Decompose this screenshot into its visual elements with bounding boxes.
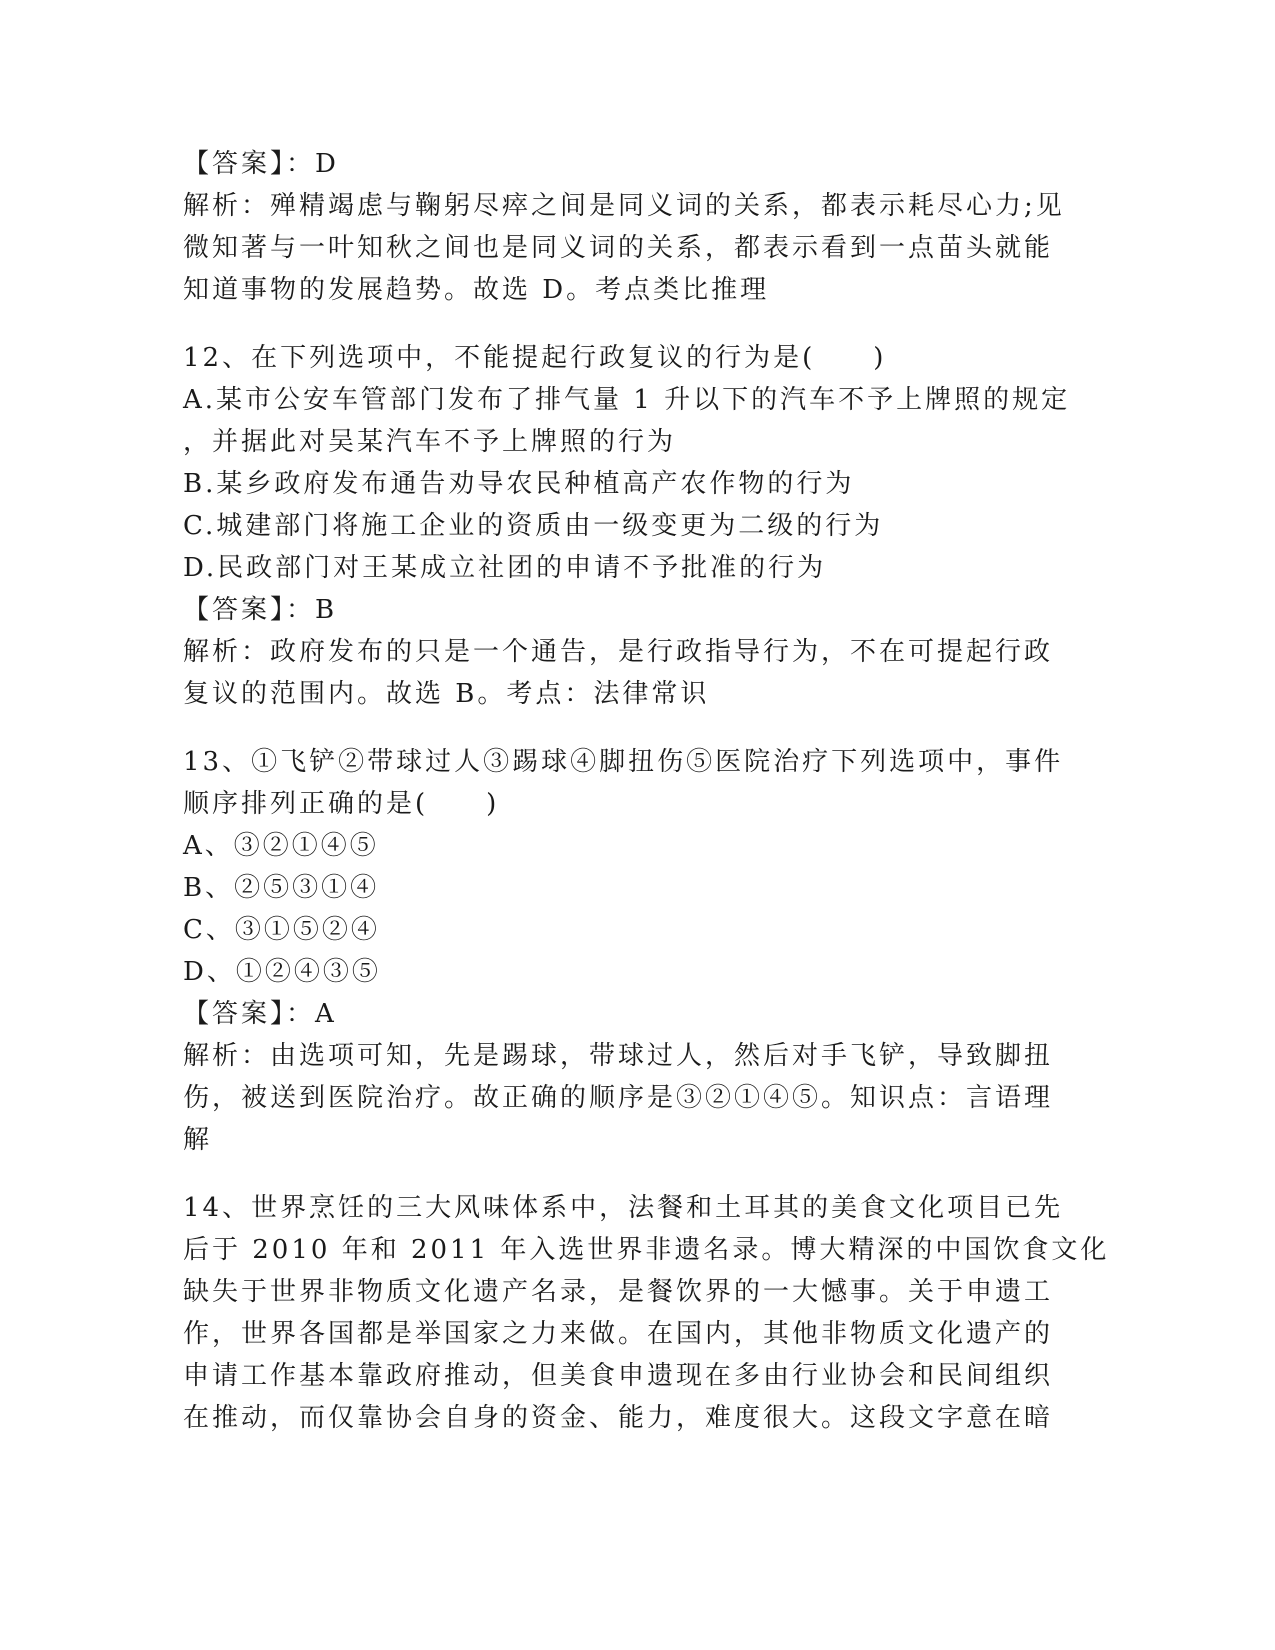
option-a-continuation: ，并据此对吴某汽车不予上牌照的行为	[183, 427, 677, 457]
option-b: B、②⑤③①④	[183, 873, 380, 903]
question-12-block	[183, 337, 1071, 715]
option-d: D、①②④③⑤	[183, 957, 381, 987]
option-c: C.城建部门将施工企业的资质由一级变更为二级的行为	[183, 511, 884, 541]
analysis-line: 伤，被送到医院治疗。故正确的顺序是③②①④⑤。知识点：言语理	[183, 1083, 1054, 1113]
analysis-line: 微知著与一叶知秋之间也是同义词的关系，都表示看到一点苗头就能	[183, 233, 1054, 263]
option-d: D.民政部门对王某成立社团的申请不予批准的行为	[183, 553, 827, 583]
analysis-line: 解析：殚精竭虑与鞠躬尽瘁之间是同义词的关系，都表示耗尽心力;见	[183, 191, 1065, 221]
paragraph-gap	[183, 311, 1063, 337]
answer-line: 【答案】：A	[183, 999, 337, 1029]
question-stem: 后于 2010 年和 2011 年入选世界非遗名录。博大精深的中国饮食文化	[183, 1235, 1110, 1265]
analysis-line: 复议的范围内。故选 B。考点：法律常识	[183, 679, 710, 709]
option-a: A、③②①④⑤	[183, 831, 379, 861]
option-c: C、③①⑤②④	[183, 915, 380, 945]
question-stem: 12、在下列选项中，不能提起行政复议的行为是( )	[183, 343, 887, 373]
question-stem: 13、①飞铲②带球过人③踢球④脚扭伤⑤医院治疗下列选项中，事件	[183, 747, 1064, 777]
question-stem: 顺序排列正确的是( )	[183, 789, 500, 819]
question-stem: 申请工作基本靠政府推动，但美食申遗现在多由行业协会和民间组织	[183, 1361, 1054, 1391]
answer-line: 【答案】：B	[183, 595, 338, 625]
option-b: B.某乡政府发布通告劝导农民种植高产农作物的行为	[183, 469, 855, 499]
question-stem: 作，世界各国都是举国家之力来做。在国内，其他非物质文化遗产的	[183, 1319, 1054, 1349]
question-13-block	[183, 741, 1063, 1161]
analysis-line: 解	[183, 1125, 213, 1155]
paragraph-gap	[183, 1161, 1063, 1187]
question-stem: 在推动，而仅靠协会自身的资金、能力，难度很大。这段文字意在暗	[183, 1403, 1054, 1433]
option-a: A.某市公安车管部门发布了排气量 1 升以下的汽车不予上牌照的规定	[183, 385, 1071, 415]
question-stem: 14、世界烹饪的三大风味体系中，法餐和土耳其的美食文化项目已先	[183, 1193, 1064, 1223]
analysis-line: 知道事物的发展趋势。故选 D。考点类比推理	[183, 275, 770, 305]
answer-line: 【答案】：D	[183, 149, 339, 179]
question-14-block	[183, 1187, 1110, 1439]
analysis-line: 解析：政府发布的只是一个通告，是行政指导行为，不在可提起行政	[183, 637, 1054, 667]
paragraph-gap	[183, 715, 1063, 741]
question-stem: 缺失于世界非物质文化遗产名录，是餐饮界的一大憾事。关于申遗工	[183, 1277, 1054, 1307]
page-content	[183, 143, 1110, 1439]
analysis-line: 解析：由选项可知，先是踢球，带球过人，然后对手飞铲，导致脚扭	[183, 1041, 1054, 1071]
question-11-block	[183, 143, 1063, 311]
